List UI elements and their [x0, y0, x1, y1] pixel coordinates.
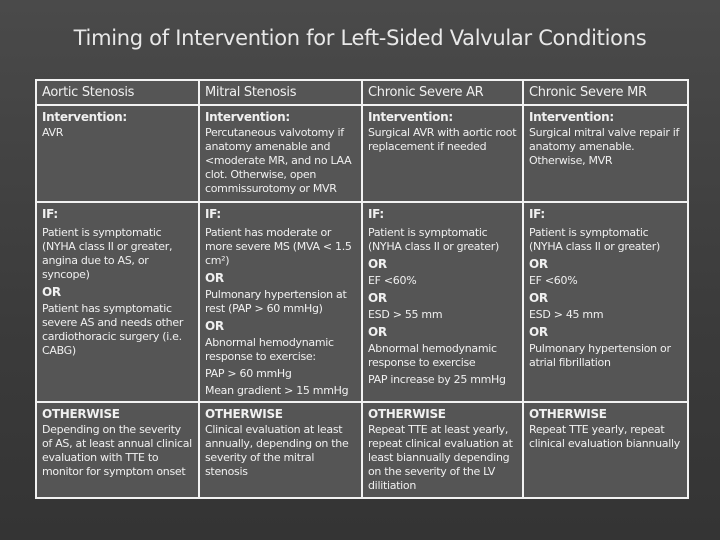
criterion-text: Patient has moderate or more severe MS (MVA < 1.5 cm²) [205, 226, 352, 267]
criterion-text: Patient is symptomatic (NYHA class II or greater) [368, 226, 499, 253]
criterion-text: Abnormal hemodynamic response to exercise: [205, 336, 334, 363]
cell-text: Percutaneous valvotomy if anatomy amenable and <moderate MR, and no LAA clot. Otherwise, open commissurotomy or MVR [205, 126, 352, 195]
otherwise-cell [36, 402, 199, 498]
intervention-row [36, 105, 688, 202]
criterion-text: Pulmonary hypertension or atrial fibrillation [529, 342, 671, 369]
cell-label: OTHERWISE [368, 407, 446, 421]
column-header: Chronic Severe MR [523, 80, 688, 105]
criterion-text: Patient is symptomatic (NYHA class II or greater, angina due to AS, or syncope) [42, 226, 173, 281]
or-connector: OR [368, 291, 387, 305]
cell-text: Repeat TTE at least yearly, repeat clinical evaluation at least biannually depending on the severity of the LV dilitiation [368, 423, 513, 492]
valvular-conditions-table [35, 79, 689, 499]
cell-label: OTHERWISE [529, 407, 607, 421]
otherwise-row [36, 402, 688, 498]
cell-label: Intervention: [529, 110, 614, 124]
or-connector: OR [529, 325, 548, 339]
criterion-text: PAP > 60 mmHg [205, 367, 292, 380]
criterion-text: ESD > 45 mm [529, 308, 604, 321]
cell-label: OTHERWISE [205, 407, 283, 421]
otherwise-cell [362, 402, 523, 498]
cell-text: Depending on the severity of AS, at least annual clinical evaluation with TTE to monitor for symptom onset [42, 423, 192, 478]
cell-label: Intervention: [205, 110, 290, 124]
cell-text: Repeat TTE yearly, repeat clinical evaluation biannually [529, 423, 680, 450]
criteria-cell [36, 202, 199, 402]
cell-text: Surgical AVR with aortic root replacement if needed [368, 126, 517, 153]
column-header: Chronic Severe AR [362, 80, 523, 105]
criteria-cell [523, 202, 688, 402]
criteria-cell [362, 202, 523, 402]
cell-text: Clinical evaluation at least annually, depending on the severity of the mitral stenosis [205, 423, 349, 478]
column-header: Mitral Stenosis [199, 80, 362, 105]
or-connector: OR [368, 325, 387, 339]
criterion-text: Mean gradient > 15 mmHg [205, 384, 349, 397]
cell-text: Surgical mitral valve repair if anatomy amenable. Otherwise, MVR [529, 126, 680, 167]
or-connector: OR [529, 291, 548, 305]
or-connector: OR [529, 257, 548, 271]
intervention-cell [523, 105, 688, 202]
cell-label: IF: [42, 207, 58, 221]
intervention-cell [199, 105, 362, 202]
criterion-text: PAP increase by 25 mmHg [368, 373, 506, 386]
or-connector: OR [42, 285, 61, 299]
criteria-row [36, 202, 688, 402]
otherwise-cell [523, 402, 688, 498]
cell-label: OTHERWISE [42, 407, 120, 421]
criterion-text: EF <60% [368, 274, 417, 287]
criterion-text: Pulmonary hypertension at rest (PAP > 60 mmHg) [205, 288, 347, 315]
or-connector: OR [205, 271, 224, 285]
or-connector: OR [205, 319, 224, 333]
cell-label: Intervention: [42, 110, 127, 124]
cell-label: IF: [529, 207, 545, 221]
criteria-cell [199, 202, 362, 402]
cell-label: IF: [205, 207, 221, 221]
slide-title: Timing of Intervention for Left-Sided Valvular Conditions [73, 26, 647, 50]
column-header: Aortic Stenosis [36, 80, 199, 105]
criterion-text: Abnormal hemodynamic response to exercise [368, 342, 497, 369]
cell-text: AVR [42, 126, 64, 139]
cell-label: Intervention: [368, 110, 453, 124]
intervention-cell [362, 105, 523, 202]
criterion-text: ESD > 55 mm [368, 308, 443, 321]
cell-label: IF: [368, 207, 384, 221]
header-row [36, 80, 688, 105]
otherwise-cell [199, 402, 362, 498]
criterion-text: Patient is symptomatic (NYHA class II or greater) [529, 226, 660, 253]
criterion-text: EF <60% [529, 274, 578, 287]
criterion-text: Patient has symptomatic severe AS and needs other cardiothoracic surgery (i.e. CABG) [42, 302, 184, 357]
or-connector: OR [368, 257, 387, 271]
intervention-cell [36, 105, 199, 202]
